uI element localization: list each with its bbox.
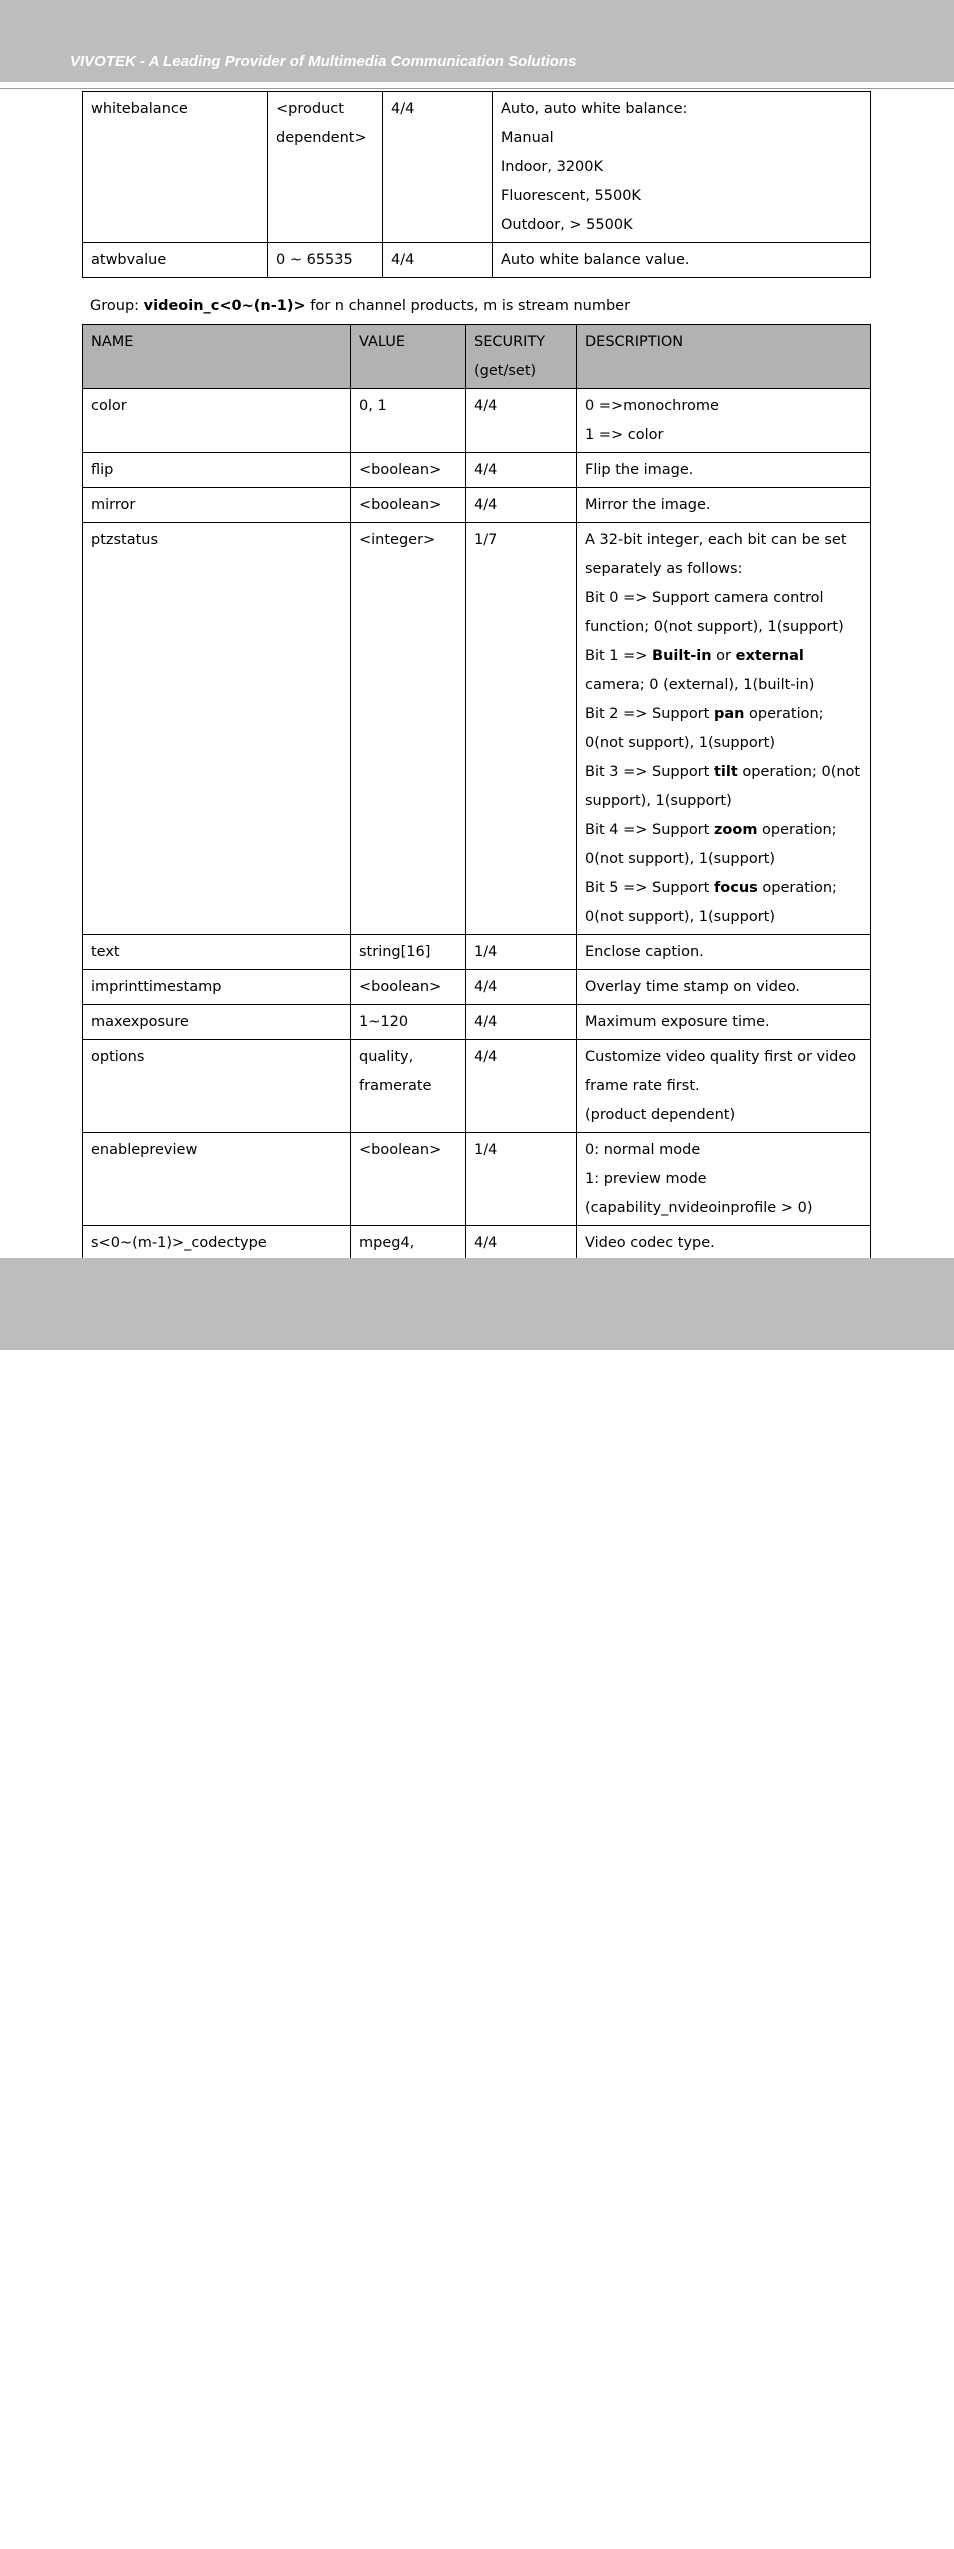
param-description-line: Maximum exposure time. [585, 1014, 770, 1030]
param-security: 1/7 [466, 523, 577, 935]
param-value [351, 488, 466, 523]
param-description-line: (product dependent) [585, 1107, 736, 1123]
param-description-line [585, 903, 862, 932]
description-text: or [711, 648, 736, 664]
param-description [577, 1040, 871, 1133]
description-text: operation; 0(not [737, 764, 861, 780]
param-description-line: frame rate first. [585, 1078, 700, 1094]
description-text: Bit 3 => Support [585, 764, 714, 780]
emphasis-text: focus [713, 880, 758, 896]
param-description-line: Flip the image. [585, 462, 694, 478]
table-row [83, 243, 871, 278]
description-text: Bit 4 => Support [585, 822, 714, 838]
param-description-line: Customize video quality first or video [585, 1049, 857, 1065]
header-title: VIVOTEK - A Leading Provider of Multimedia Communication Solutions [70, 53, 577, 70]
param-description-line: 1 => color [585, 427, 664, 443]
param-value-line: string[16] [359, 944, 431, 960]
param-description-line: Indoor, 3200K [501, 159, 604, 175]
param-value-line: <boolean> [359, 1142, 442, 1158]
header-description: DESCRIPTION [577, 325, 871, 389]
param-security: 4/4 [466, 970, 577, 1005]
group-suffix: for n channel products, m is stream number [305, 298, 631, 314]
description-text: operation; [744, 706, 824, 722]
table-header-row [83, 325, 871, 389]
table-row [83, 1040, 871, 1133]
description-text: A 32-bit integer, each bit can be set [585, 532, 847, 548]
description-text: Bit 2 => Support [585, 706, 714, 722]
param-name: maxexposure [83, 1005, 351, 1040]
param-value-line: 1~120 [359, 1014, 409, 1030]
param-value-line: <boolean> [359, 497, 442, 513]
group-prefix: Group: [90, 298, 144, 314]
description-text: camera; 0 (external), 1(built-in) [585, 677, 815, 693]
param-name: ptzstatus [83, 523, 351, 935]
table-row [83, 453, 871, 488]
param-description [493, 243, 871, 278]
param-value [351, 1005, 466, 1040]
table-row [83, 488, 871, 523]
param-name: color [83, 389, 351, 453]
param-value-line: quality, [359, 1049, 414, 1065]
param-description [577, 523, 871, 935]
param-value [268, 243, 383, 278]
param-description-line [585, 874, 862, 903]
param-description-line: 0 =>monochrome [585, 398, 719, 414]
param-value [351, 1040, 466, 1133]
emphasis-text: Built-in [652, 648, 712, 664]
param-description [577, 1005, 871, 1040]
param-description-line [585, 758, 862, 787]
page-footer [0, 1258, 954, 2549]
param-security: 4/4 [466, 1226, 577, 1290]
param-security: 4/4 [466, 1040, 577, 1133]
header-divider [0, 88, 954, 89]
param-value-line: <boolean> [359, 462, 442, 478]
param-description-line [585, 526, 862, 555]
param-description-line: 0: normal mode [585, 1142, 701, 1158]
param-name: options [83, 1040, 351, 1133]
param-description-line: Video codec type. [585, 1235, 715, 1251]
group-name: videoin_c<0~(n-1)> [143, 298, 306, 314]
param-description-line: Outdoor, > 5500K [501, 217, 633, 233]
table-row [83, 92, 871, 243]
param-value-line: dependent> [276, 130, 367, 146]
param-security: 4/4 [466, 389, 577, 453]
param-description-line [585, 671, 862, 700]
param-security: 4/4 [383, 92, 493, 243]
param-security: 4/4 [383, 243, 493, 278]
emphasis-text: external [735, 648, 804, 664]
param-security: 4/4 [466, 488, 577, 523]
param-description [577, 453, 871, 488]
param-name: flip [83, 453, 351, 488]
param-description-line: (capability_nvideoinprofile > 0) [585, 1200, 813, 1216]
description-text: support), 1(support) [585, 793, 732, 809]
param-name: whitebalance [83, 92, 268, 243]
description-text: separately as follows: [585, 561, 743, 577]
param-value [351, 970, 466, 1005]
param-description-line [585, 642, 862, 671]
param-value [268, 92, 383, 243]
param-value-line: framerate [359, 1078, 432, 1094]
page-header [0, 0, 954, 82]
param-description-line: Auto, auto white balance: [501, 101, 688, 117]
param-description-line [585, 584, 862, 613]
param-value-line: <boolean> [359, 979, 442, 995]
header-security-line: (get/set) [474, 363, 537, 379]
group-caption [90, 298, 630, 314]
table-row [83, 523, 871, 935]
description-text: Bit 5 => Support [585, 880, 714, 896]
param-description [493, 92, 871, 243]
param-description-line: Enclose caption. [585, 944, 704, 960]
header-value: VALUE [351, 325, 466, 389]
param-description-line: 1: preview mode [585, 1171, 707, 1187]
param-security: 1/4 [466, 935, 577, 970]
param-value-line: <product [276, 101, 344, 117]
param-security: 4/4 [466, 1005, 577, 1040]
description-text: 0(not support), 1(support) [585, 735, 775, 751]
param-security: 4/4 [466, 453, 577, 488]
videoin-parameter-table [82, 324, 871, 1325]
param-value [351, 1133, 466, 1226]
table-row [83, 970, 871, 1005]
param-value-line: mpeg4, [359, 1235, 415, 1251]
description-text: Bit 0 => Support camera control [585, 590, 824, 606]
page-number: 98 - User's Manual [69, 2533, 187, 2549]
description-text: 0(not support), 1(support) [585, 851, 775, 867]
parameter-table-continued [82, 91, 871, 278]
header-security-line: SECURITY [474, 334, 546, 350]
table-row [83, 935, 871, 970]
param-value [351, 523, 466, 935]
param-name: text [83, 935, 351, 970]
param-name: enablepreview [83, 1133, 351, 1226]
param-value-line: 0, 1 [359, 398, 387, 414]
table-row [83, 1133, 871, 1226]
description-text: Bit 1 => [585, 648, 653, 664]
emphasis-text: zoom [713, 822, 758, 838]
header-name: NAME [83, 325, 351, 389]
param-name: atwbvalue [83, 243, 268, 278]
param-description-line [585, 816, 862, 845]
param-value [351, 389, 466, 453]
description-text: operation; [757, 880, 837, 896]
param-description-line: Fluorescent, 5500K [501, 188, 641, 204]
param-name: mirror [83, 488, 351, 523]
table-row [83, 389, 871, 453]
param-description-line [585, 555, 862, 584]
param-description-line [585, 845, 862, 874]
param-description [577, 488, 871, 523]
param-description-line [585, 787, 862, 816]
param-description [577, 389, 871, 453]
param-description-line: Mirror the image. [585, 497, 711, 513]
param-description-line [585, 700, 862, 729]
param-value-line: <integer> [359, 532, 436, 548]
param-description [577, 970, 871, 1005]
param-name: s<0~(m-1)>_codectype [83, 1226, 351, 1290]
description-text: 0(not support), 1(support) [585, 909, 775, 925]
param-description-line: Overlay time stamp on video. [585, 979, 801, 995]
param-description [577, 935, 871, 970]
param-name: imprinttimestamp [83, 970, 351, 1005]
param-value [351, 453, 466, 488]
param-description-line: Manual [501, 130, 554, 146]
description-text: operation; [757, 822, 837, 838]
description-text: function; 0(not support), 1(support) [585, 619, 844, 635]
param-description [577, 1133, 871, 1226]
param-value-line: 0 ~ 65535 [276, 252, 353, 268]
param-description-line [585, 613, 862, 642]
table-row [83, 1005, 871, 1040]
emphasis-text: tilt [713, 764, 738, 780]
param-value [351, 935, 466, 970]
emphasis-text: pan [713, 706, 745, 722]
param-description-line: Auto white balance value. [501, 252, 690, 268]
header-security [466, 325, 577, 389]
param-security: 1/4 [466, 1133, 577, 1226]
param-description-line [585, 729, 862, 758]
